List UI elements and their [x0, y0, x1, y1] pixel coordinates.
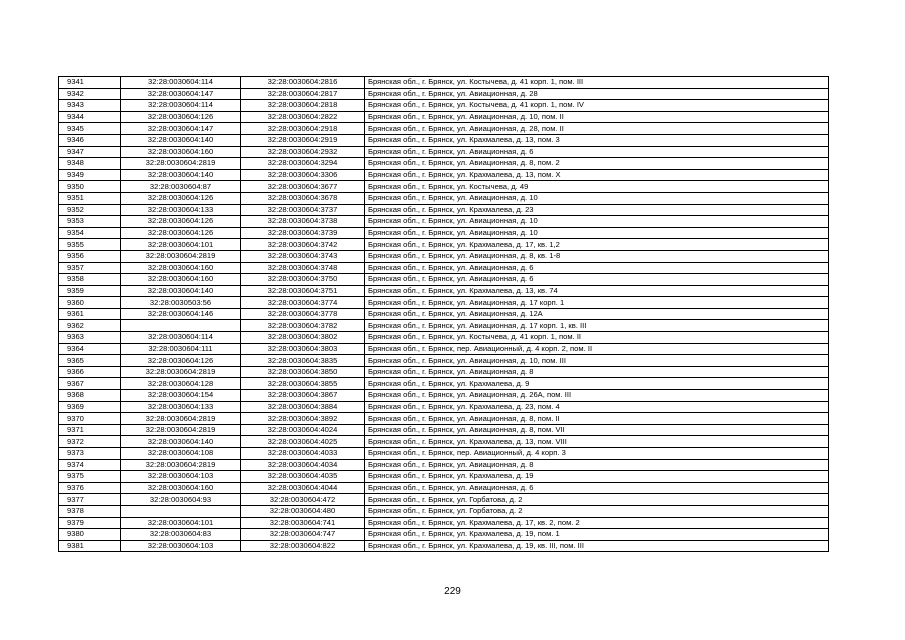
cadastral-number-cell: 32:28:0030604:3867	[241, 390, 365, 402]
table-row	[59, 146, 829, 158]
table-row	[59, 413, 829, 425]
source-cadastral-number-cell: 32:28:0030604:108	[121, 448, 241, 460]
table-row	[59, 88, 829, 100]
cadastral-number-cell: 32:28:0030604:472	[241, 494, 365, 506]
table-row	[59, 123, 829, 135]
address-cell: Брянская обл., г. Брянск, ул. Авиационная, д. 8	[365, 459, 829, 471]
cadastral-number-cell: 32:28:0030604:2816	[241, 77, 365, 89]
cadastral-number-cell: 32:28:0030604:3782	[241, 320, 365, 332]
source-cadastral-number-cell: 32:28:0030604:2819	[121, 424, 241, 436]
table-row	[59, 297, 829, 309]
row-number-cell: 9355	[59, 239, 121, 251]
source-cadastral-number-cell	[121, 505, 241, 517]
table-row	[59, 192, 829, 204]
source-cadastral-number-cell	[121, 320, 241, 332]
cadastral-number-cell: 32:28:0030604:3739	[241, 227, 365, 239]
row-number-cell: 9376	[59, 482, 121, 494]
address-cell: Брянская обл., г. Брянск, пер. Авиационный, д. 4 корп. 3	[365, 448, 829, 460]
row-number-cell: 9348	[59, 158, 121, 170]
table-row	[59, 262, 829, 274]
source-cadastral-number-cell: 32:28:0030604:128	[121, 378, 241, 390]
address-cell: Брянская обл., г. Брянск, ул. Костычева, д. 41 корп. 1, пом. IV	[365, 100, 829, 112]
row-number-cell: 9357	[59, 262, 121, 274]
source-cadastral-number-cell: 32:28:0030604:160	[121, 146, 241, 158]
source-cadastral-number-cell: 32:28:0030604:87	[121, 181, 241, 193]
row-number-cell: 9380	[59, 529, 121, 541]
cadastral-number-cell: 32:28:0030604:3294	[241, 158, 365, 170]
source-cadastral-number-cell: 32:28:0030604:114	[121, 332, 241, 344]
row-number-cell: 9358	[59, 274, 121, 286]
cadastral-number-cell: 32:28:0030604:3738	[241, 216, 365, 228]
row-number-cell: 9346	[59, 134, 121, 146]
cadastral-number-cell: 32:28:0030604:3677	[241, 181, 365, 193]
address-cell: Брянская обл., г. Брянск, ул. Авиационная, д. 10, пом. II	[365, 111, 829, 123]
source-cadastral-number-cell: 32:28:0030503:56	[121, 297, 241, 309]
address-cell: Брянская обл., г. Брянск, ул. Крахмалева, д. 19, кв. III, пом. III	[365, 540, 829, 552]
table-row	[59, 169, 829, 181]
cadastral-number-cell: 32:28:0030604:3306	[241, 169, 365, 181]
address-cell: Брянская обл., г. Брянск, ул. Авиационная, д. 10	[365, 192, 829, 204]
source-cadastral-number-cell: 32:28:0030604:126	[121, 227, 241, 239]
address-cell: Брянская обл., г. Брянск, ул. Крахмалева, д. 17, кв. 1,2	[365, 239, 829, 251]
address-cell: Брянская обл., г. Брянск, ул. Крахмалева, д. 23	[365, 204, 829, 216]
source-cadastral-number-cell: 32:28:0030604:2819	[121, 250, 241, 262]
cadastral-number-cell: 32:28:0030604:2822	[241, 111, 365, 123]
address-cell: Брянская обл., г. Брянск, ул. Авиационная, д. 10	[365, 227, 829, 239]
cadastral-number-cell: 32:28:0030604:3748	[241, 262, 365, 274]
registry-table	[58, 76, 829, 552]
cadastral-number-cell: 32:28:0030604:3803	[241, 343, 365, 355]
row-number-cell: 9368	[59, 390, 121, 402]
table-row	[59, 355, 829, 367]
cadastral-number-cell: 32:28:0030604:2818	[241, 100, 365, 112]
table-row	[59, 100, 829, 112]
row-number-cell: 9370	[59, 413, 121, 425]
source-cadastral-number-cell: 32:28:0030604:126	[121, 355, 241, 367]
source-cadastral-number-cell: 32:28:0030604:2819	[121, 413, 241, 425]
address-cell: Брянская обл., г. Брянск, ул. Авиационная, д. 17 корп. 1, кв. III	[365, 320, 829, 332]
table-row	[59, 204, 829, 216]
cadastral-number-cell: 32:28:0030604:2918	[241, 123, 365, 135]
cadastral-number-cell: 32:28:0030604:3774	[241, 297, 365, 309]
row-number-cell: 9343	[59, 100, 121, 112]
address-cell: Брянская обл., г. Брянск, ул. Авиационная, д. 8, кв. 1-8	[365, 250, 829, 262]
address-cell: Брянская обл., г. Брянск, ул. Горбатова, д. 2	[365, 494, 829, 506]
cadastral-number-cell: 32:28:0030604:4025	[241, 436, 365, 448]
row-number-cell: 9347	[59, 146, 121, 158]
cadastral-number-cell: 32:28:0030604:741	[241, 517, 365, 529]
row-number-cell: 9361	[59, 308, 121, 320]
source-cadastral-number-cell: 32:28:0030604:140	[121, 169, 241, 181]
source-cadastral-number-cell: 32:28:0030604:126	[121, 216, 241, 228]
cadastral-number-cell: 32:28:0030604:3743	[241, 250, 365, 262]
source-cadastral-number-cell: 32:28:0030604:126	[121, 192, 241, 204]
cadastral-number-cell: 32:28:0030604:4044	[241, 482, 365, 494]
cadastral-number-cell: 32:28:0030604:4034	[241, 459, 365, 471]
source-cadastral-number-cell: 32:28:0030604:147	[121, 88, 241, 100]
source-cadastral-number-cell: 32:28:0030604:101	[121, 239, 241, 251]
address-cell: Брянская обл., г. Брянск, ул. Горбатова, д. 2	[365, 505, 829, 517]
cadastral-number-cell: 32:28:0030604:2817	[241, 88, 365, 100]
address-cell: Брянская обл., г. Брянск, ул. Авиационная, д. 10, пом. III	[365, 355, 829, 367]
row-number-cell: 9342	[59, 88, 121, 100]
row-number-cell: 9364	[59, 343, 121, 355]
address-cell: Брянская обл., г. Брянск, ул. Крахмалева, д. 13, кв. 74	[365, 285, 829, 297]
cadastral-number-cell: 32:28:0030604:3737	[241, 204, 365, 216]
table-row	[59, 320, 829, 332]
table-row	[59, 378, 829, 390]
cadastral-number-cell: 32:28:0030604:2919	[241, 134, 365, 146]
address-cell: Брянская обл., г. Брянск, ул. Крахмалева, д. 13, пом. 3	[365, 134, 829, 146]
row-number-cell: 9354	[59, 227, 121, 239]
address-cell: Брянская обл., г. Брянск, ул. Крахмалева, д. 9	[365, 378, 829, 390]
source-cadastral-number-cell: 32:28:0030604:133	[121, 401, 241, 413]
address-cell: Брянская обл., г. Брянск, ул. Крахмалева, д. 19, пом. 1	[365, 529, 829, 541]
cadastral-number-cell: 32:28:0030604:3850	[241, 366, 365, 378]
table-row	[59, 529, 829, 541]
address-cell: Брянская обл., г. Брянск, ул. Крахмалева, д. 13, пом. X	[365, 169, 829, 181]
address-cell: Брянская обл., г. Брянск, ул. Авиационная, д. 6	[365, 274, 829, 286]
cadastral-number-cell: 32:28:0030604:3778	[241, 308, 365, 320]
address-cell: Брянская обл., г. Брянск, ул. Авиационная, д. 8, пом. VII	[365, 424, 829, 436]
table-row	[59, 540, 829, 552]
row-number-cell: 9351	[59, 192, 121, 204]
address-cell: Брянская обл., г. Брянск, ул. Крахмалева, д. 13, пом. VIII	[365, 436, 829, 448]
cadastral-number-cell: 32:28:0030604:3750	[241, 274, 365, 286]
row-number-cell: 9366	[59, 366, 121, 378]
cadastral-number-cell: 32:28:0030604:480	[241, 505, 365, 517]
table-row	[59, 390, 829, 402]
row-number-cell: 9367	[59, 378, 121, 390]
registry-table-body	[59, 77, 829, 552]
table-row	[59, 111, 829, 123]
row-number-cell: 9373	[59, 448, 121, 460]
table-row	[59, 134, 829, 146]
source-cadastral-number-cell: 32:28:0030604:147	[121, 123, 241, 135]
source-cadastral-number-cell: 32:28:0030604:160	[121, 274, 241, 286]
table-row	[59, 424, 829, 436]
row-number-cell: 9350	[59, 181, 121, 193]
row-number-cell: 9344	[59, 111, 121, 123]
row-number-cell: 9362	[59, 320, 121, 332]
table-row	[59, 239, 829, 251]
source-cadastral-number-cell: 32:28:0030604:101	[121, 517, 241, 529]
row-number-cell: 9379	[59, 517, 121, 529]
cadastral-number-cell: 32:28:0030604:4024	[241, 424, 365, 436]
row-number-cell: 9359	[59, 285, 121, 297]
address-cell: Брянская обл., г. Брянск, ул. Авиационная, д. 8	[365, 366, 829, 378]
row-number-cell: 9365	[59, 355, 121, 367]
cadastral-number-cell: 32:28:0030604:3835	[241, 355, 365, 367]
row-number-cell: 9371	[59, 424, 121, 436]
table-row	[59, 436, 829, 448]
source-cadastral-number-cell: 32:28:0030604:111	[121, 343, 241, 355]
row-number-cell: 9377	[59, 494, 121, 506]
table-row	[59, 77, 829, 89]
table-row	[59, 274, 829, 286]
source-cadastral-number-cell: 32:28:0030604:160	[121, 482, 241, 494]
row-number-cell: 9353	[59, 216, 121, 228]
table-row	[59, 332, 829, 344]
address-cell: Брянская обл., г. Брянск, ул. Крахмалева, д. 17, кв. 2, пом. 2	[365, 517, 829, 529]
row-number-cell: 9352	[59, 204, 121, 216]
cadastral-number-cell: 32:28:0030604:2932	[241, 146, 365, 158]
source-cadastral-number-cell: 32:28:0030604:103	[121, 540, 241, 552]
cadastral-number-cell: 32:28:0030604:3892	[241, 413, 365, 425]
source-cadastral-number-cell: 32:28:0030604:160	[121, 262, 241, 274]
cadastral-number-cell: 32:28:0030604:3802	[241, 332, 365, 344]
table-row	[59, 517, 829, 529]
address-cell: Брянская обл., г. Брянск, ул. Крахмалева, д. 23, пом. 4	[365, 401, 829, 413]
address-cell: Брянская обл., г. Брянск, пер. Авиационный, д. 4 корп. 2, пом. II	[365, 343, 829, 355]
cadastral-number-cell: 32:28:0030604:3751	[241, 285, 365, 297]
row-number-cell: 9341	[59, 77, 121, 89]
table-row	[59, 308, 829, 320]
address-cell: Брянская обл., г. Брянск, ул. Авиационная, д. 6	[365, 482, 829, 494]
table-row	[59, 401, 829, 413]
row-number-cell: 9356	[59, 250, 121, 262]
cadastral-number-cell: 32:28:0030604:3678	[241, 192, 365, 204]
cadastral-number-cell: 32:28:0030604:3742	[241, 239, 365, 251]
address-cell: Брянская обл., г. Брянск, ул. Авиационная, д. 28	[365, 88, 829, 100]
table-row	[59, 366, 829, 378]
address-cell: Брянская обл., г. Брянск, ул. Костычева, д. 49	[365, 181, 829, 193]
row-number-cell: 9349	[59, 169, 121, 181]
row-number-cell: 9345	[59, 123, 121, 135]
source-cadastral-number-cell: 32:28:0030604:140	[121, 134, 241, 146]
source-cadastral-number-cell: 32:28:0030604:133	[121, 204, 241, 216]
source-cadastral-number-cell: 32:28:0030604:2819	[121, 459, 241, 471]
source-cadastral-number-cell: 32:28:0030604:126	[121, 111, 241, 123]
table-row	[59, 285, 829, 297]
row-number-cell: 9378	[59, 505, 121, 517]
table-row	[59, 494, 829, 506]
address-cell: Брянская обл., г. Брянск, ул. Авиационная, д. 10	[365, 216, 829, 228]
source-cadastral-number-cell: 32:28:0030604:140	[121, 436, 241, 448]
table-row	[59, 459, 829, 471]
address-cell: Брянская обл., г. Брянск, ул. Крахмалева, д. 19	[365, 471, 829, 483]
address-cell: Брянская обл., г. Брянск, ул. Авиационная, д. 8, пом. II	[365, 413, 829, 425]
table-row	[59, 448, 829, 460]
address-cell: Брянская обл., г. Брянск, ул. Авиационная, д. 28, пом. II	[365, 123, 829, 135]
address-cell: Брянская обл., г. Брянск, ул. Костычева, д. 41 корп. 1, пом. II	[365, 332, 829, 344]
table-row	[59, 216, 829, 228]
address-cell: Брянская обл., г. Брянск, ул. Авиационная, д. 26А, пом. III	[365, 390, 829, 402]
source-cadastral-number-cell: 32:28:0030604:114	[121, 100, 241, 112]
source-cadastral-number-cell: 32:28:0030604:2819	[121, 366, 241, 378]
address-cell: Брянская обл., г. Брянск, ул. Авиационная, д. 8, пом. 2	[365, 158, 829, 170]
row-number-cell: 9360	[59, 297, 121, 309]
table-row	[59, 471, 829, 483]
table-row	[59, 158, 829, 170]
table-row	[59, 250, 829, 262]
source-cadastral-number-cell: 32:28:0030604:154	[121, 390, 241, 402]
row-number-cell: 9375	[59, 471, 121, 483]
table-row	[59, 482, 829, 494]
cadastral-number-cell: 32:28:0030604:4033	[241, 448, 365, 460]
source-cadastral-number-cell: 32:28:0030604:146	[121, 308, 241, 320]
cadastral-number-cell: 32:28:0030604:3855	[241, 378, 365, 390]
source-cadastral-number-cell: 32:28:0030604:114	[121, 77, 241, 89]
source-cadastral-number-cell: 32:28:0030604:103	[121, 471, 241, 483]
row-number-cell: 9381	[59, 540, 121, 552]
source-cadastral-number-cell: 32:28:0030604:93	[121, 494, 241, 506]
row-number-cell: 9369	[59, 401, 121, 413]
table-row	[59, 181, 829, 193]
table-row	[59, 227, 829, 239]
row-number-cell: 9372	[59, 436, 121, 448]
cadastral-number-cell: 32:28:0030604:822	[241, 540, 365, 552]
address-cell: Брянская обл., г. Брянск, ул. Авиационная, д. 6	[365, 262, 829, 274]
source-cadastral-number-cell: 32:28:0030604:140	[121, 285, 241, 297]
cadastral-number-cell: 32:28:0030604:3884	[241, 401, 365, 413]
address-cell: Брянская обл., г. Брянск, ул. Костычева, д. 41 корп. 1, пом. III	[365, 77, 829, 89]
address-cell: Брянская обл., г. Брянск, ул. Авиационная, д. 6	[365, 146, 829, 158]
row-number-cell: 9374	[59, 459, 121, 471]
cadastral-number-cell: 32:28:0030604:747	[241, 529, 365, 541]
address-cell: Брянская обл., г. Брянск, ул. Авиационная, д. 12А	[365, 308, 829, 320]
row-number-cell: 9363	[59, 332, 121, 344]
page-number: 229	[444, 586, 461, 597]
address-cell: Брянская обл., г. Брянск, ул. Авиационная, д. 17 корп. 1	[365, 297, 829, 309]
table-row	[59, 505, 829, 517]
source-cadastral-number-cell: 32:28:0030604:83	[121, 529, 241, 541]
source-cadastral-number-cell: 32:28:0030604:2819	[121, 158, 241, 170]
cadastral-number-cell: 32:28:0030604:4035	[241, 471, 365, 483]
table-row	[59, 343, 829, 355]
